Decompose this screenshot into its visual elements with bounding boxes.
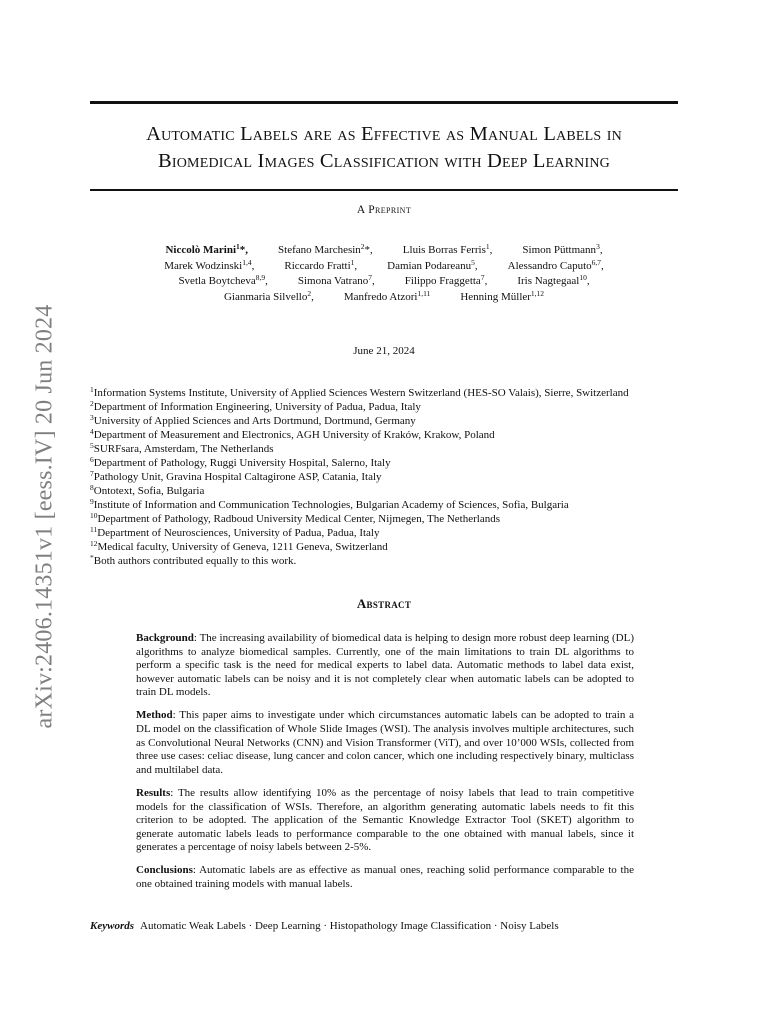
author	[298, 274, 375, 290]
affiliation-item	[90, 554, 678, 568]
author	[165, 243, 248, 259]
affiliation-number: 10	[90, 511, 98, 520]
author-row	[90, 243, 678, 259]
author-affiliation-mark: 1,12	[530, 288, 545, 298]
author-separator: ,	[484, 275, 488, 287]
author-affiliation-mark: 3	[596, 242, 600, 251]
author-name: Simona Vatrano	[297, 275, 369, 287]
keywords-line	[90, 920, 678, 932]
affiliation-number: 6	[90, 455, 94, 464]
author-affiliation-mark: 7	[368, 273, 372, 282]
author	[405, 274, 488, 290]
author-name: Alessandro Caputo	[507, 259, 592, 272]
author-affiliation-mark: 1,4	[242, 257, 252, 267]
affiliation-item	[90, 498, 678, 512]
author-affiliation-mark: 8,9	[255, 273, 266, 282]
abstract-section-label: Method	[136, 709, 173, 722]
affiliation-item	[90, 442, 678, 456]
abstract-section-label: Conclusions	[136, 864, 193, 877]
affiliation-number: 12	[90, 539, 98, 548]
affiliation-item	[90, 526, 678, 540]
author	[284, 259, 357, 275]
author-separator: ,	[489, 244, 493, 256]
affiliation-text: Department of Measurement and Electronics, AGH University of Kraków, Krakow, Poland	[93, 429, 495, 441]
title-line-2: Biomedical Images Classification with Deep Learning	[158, 150, 610, 172]
affiliation-text: Department of Pathology, Ruggi University Hospital, Salerno, Italy	[93, 457, 391, 469]
author	[278, 243, 373, 259]
author-row	[90, 259, 678, 275]
abstract-paragraph	[136, 709, 634, 777]
abstract-paragraph	[136, 864, 634, 891]
arxiv-identifier-stamp	[20, 272, 70, 760]
author-name: Simon Püttmann	[522, 244, 597, 256]
affiliation-list	[90, 386, 678, 568]
author	[387, 259, 478, 275]
author-name: Riccardo Fratti	[284, 259, 351, 272]
author-separator: *,	[239, 244, 249, 256]
author-affiliation-mark: 6,7	[591, 257, 602, 267]
author-affiliation-mark: 1	[485, 242, 490, 251]
author-separator: ,	[265, 275, 268, 287]
author-affiliation-mark: 5	[471, 257, 475, 267]
abstract-heading: Abstract	[356, 596, 412, 611]
affiliation-number: 2	[90, 399, 94, 408]
author	[164, 259, 254, 275]
abstract-body	[136, 632, 634, 901]
affiliation-text: SURFsara, Amsterdam, The Netherlands	[93, 443, 274, 455]
author-separator: ,	[311, 290, 314, 303]
affiliation-text: Department of Neurosciences, University of Padua, Padua, Italy	[97, 527, 380, 539]
author-separator: ,	[251, 259, 255, 272]
author	[178, 274, 267, 290]
author-affiliation-mark: 2	[360, 242, 365, 251]
author-separator: ,	[474, 259, 478, 272]
author-affiliation-mark: 1,11	[417, 288, 431, 298]
author-affiliation-mark: 2	[307, 288, 312, 298]
affiliation-text: Ontotext, Sofia, Bulgaria	[93, 485, 205, 497]
author-row	[90, 274, 678, 290]
author-name: Damian Podareanu	[387, 259, 472, 272]
title-bottom-rule	[90, 189, 678, 191]
affiliation-text: University of Applied Sciences and Arts Dortmund, Dortmund, Germany	[93, 415, 416, 427]
author-affiliation-mark: 10	[579, 273, 587, 282]
author	[517, 274, 589, 290]
keywords-label: Keywords	[90, 920, 134, 932]
author	[508, 259, 604, 275]
keywords-list: Automatic Weak Labels · Deep Learning · Histopathology Image Classification · Noisy Labels	[140, 920, 559, 932]
affiliation-number: 3	[90, 413, 94, 422]
author-row	[90, 290, 678, 306]
preprint-label: A Preprint	[356, 204, 412, 216]
affiliation-text: Department of Information Engineering, University of Padua, Padua, Italy	[93, 401, 421, 413]
author-separator: ,	[586, 275, 590, 287]
author-name: Marek Wodzinski	[164, 259, 243, 272]
affiliation-number: 9	[90, 497, 94, 506]
abstract-section-label: Background	[136, 632, 194, 644]
arxiv-id-text: arXiv:2406.14351v1 [eess.IV] 20 Jun 2024	[31, 304, 58, 728]
abstract-section-text: : Automatic labels are as effective as manual ones, reaching solid performance comparable to the one obtained training models with manual labels.	[136, 864, 634, 890]
affiliation-item	[90, 428, 678, 442]
abstract-section-text: : The results allow identifying 10% as the percentage of noisy labels that lead to train competitive models for the classification of WSIs. Therefore, an algorithm generating automatic labels needs to fit this criterion to be adopted. The application of the Semantic Knowledge Extractor Tool (SKET) algorithm to generate automatic labels leads to performance comparable to the one obtained with manual labels, since it generates a percentage of noisy labels between 2-5%.	[136, 786, 634, 854]
abstract-section-text: : This paper aims to investigate under which circumstances automatic labels can be adopted to train a DL model on the classification of Whole Slide Images (WSI). The analysis involves multiple architectures, such as Convolutional Neural Networks (CNN) and Vision Transformer (ViT), and over 10’000 WSIs, collected from three use cases: celiac disease, lung cancer and colon cancer, which one including respectively binary, multiclass and multilabel data.	[136, 709, 634, 776]
affiliation-text: Information Systems Institute, University of Applied Sciences Western Switzerland (HES-SO Valais), Sierre, Switzerland	[93, 387, 629, 399]
author-separator: ,	[599, 244, 603, 256]
affiliation-item	[90, 386, 678, 400]
author-list	[90, 243, 678, 305]
affiliation-item	[90, 484, 678, 498]
author-separator: *,	[364, 244, 373, 256]
author	[403, 243, 493, 259]
author	[224, 290, 314, 306]
affiliation-number: *	[90, 553, 94, 562]
title-line-1: Automatic Labels are as Effective as Manual Labels in	[146, 123, 622, 145]
affiliation-text: Medical faculty, University of Geneva, 1211 Geneva, Switzerland	[97, 541, 388, 553]
author-name: Niccolò Marini	[165, 244, 237, 256]
affiliation-text: Institute of Information and Communication Technologies, Bulgarian Academy of Sciences, Sofia, Bulgaria	[93, 499, 569, 511]
affiliation-item	[90, 512, 678, 526]
affiliation-text: Pathology Unit, Gravina Hospital Caltagirone ASP, Catania, Italy	[93, 471, 382, 483]
publication-date: June 21, 2024	[353, 345, 415, 357]
affiliation-number: 8	[90, 483, 94, 492]
affiliation-text: Department of Pathology, Radboud University Medical Center, Nijmegen, The Netherlands	[97, 513, 500, 525]
affiliation-item	[90, 470, 678, 484]
author	[522, 243, 602, 259]
author	[344, 290, 430, 306]
author-name: Manfredo Atzori	[343, 290, 418, 303]
author-name: Iris Nagtegaal	[517, 275, 580, 287]
affiliation-number: 7	[90, 469, 94, 478]
abstract-section-label: Results	[136, 786, 171, 799]
author-separator: ,	[601, 259, 604, 272]
affiliation-item	[90, 414, 678, 428]
affiliation-item	[90, 456, 678, 470]
abstract-paragraph	[136, 787, 634, 855]
author	[460, 290, 544, 306]
author-separator: ,	[354, 259, 358, 272]
affiliation-number: 11	[90, 525, 98, 534]
affiliation-item	[90, 400, 678, 414]
abstract-section-text: : The increasing availability of biomedical data is helping to design more robust deep learning (DL) algorithms to analyze biomedical samples. Currently, one of the main limitations to train DL algorithms to perform a specific task is the need for medical experts to label data. Automatic methods to label data exist, however automatic labels can be noisy and it is not completely clear when automatic labels can be adopted to train DL models.	[136, 632, 634, 699]
author-affiliation-mark: 1	[236, 242, 240, 251]
author-name: Gianmaria Silvello	[223, 290, 308, 303]
author-name: Filippo Fraggetta	[404, 275, 481, 287]
affiliation-number: 1	[90, 385, 94, 394]
author-affiliation-mark: 7	[480, 273, 485, 282]
author-affiliation-mark: 1	[350, 257, 355, 267]
author-name: Lluis Borras Ferris	[402, 244, 486, 256]
abstract-paragraph	[136, 632, 634, 700]
paper-title	[90, 121, 678, 175]
author-separator: ,	[371, 275, 375, 287]
affiliation-text: Both authors contributed equally to this work.	[93, 555, 297, 567]
affiliation-number: 4	[90, 427, 94, 436]
author-name: Henning Müller	[460, 290, 531, 303]
affiliation-item	[90, 540, 678, 554]
affiliation-number: 5	[90, 441, 94, 450]
author-name: Svetla Boytcheva	[178, 275, 256, 287]
title-top-rule	[90, 101, 678, 104]
author-name: Stefano Marchesin	[278, 244, 361, 256]
